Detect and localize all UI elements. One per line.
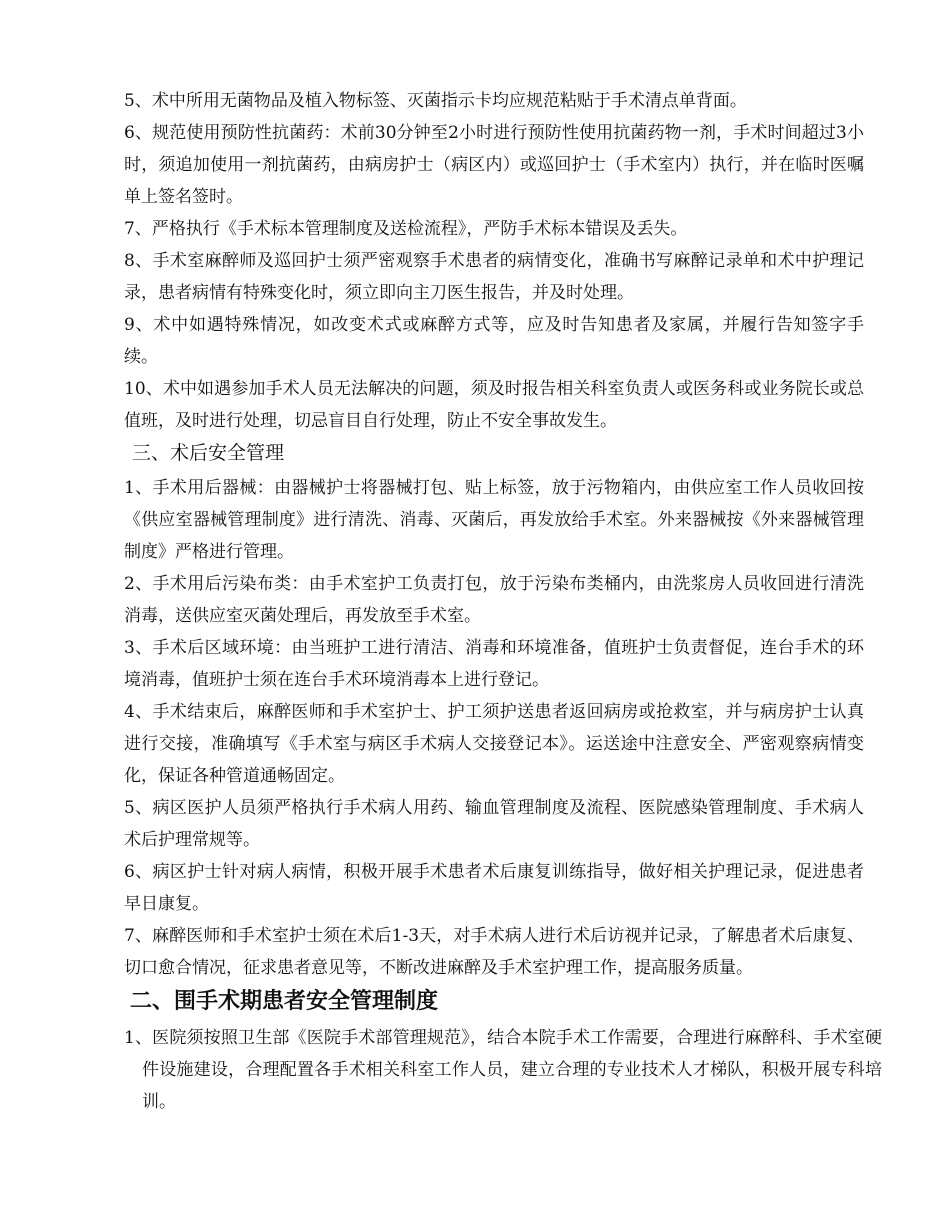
- perioperative-item-1: 1、医院须按照卫生部《医院手术部管理规范》，结合本院手术工作需要，合理进行麻醉科、手术室硬件设施建设，合理配置各手术相关科室工作人员，建立合理的专业技术人才梯队，积极开展专科培训。: [124, 1028, 882, 1112]
- post-item-6: 6、病区护士针对病人病情，积极开展手术患者术后康复训练指导，做好相关护理记录，促进患者早日康复。: [124, 862, 864, 914]
- section-heading-perioperative: 二、围手术期患者安全管理制度: [130, 989, 439, 1014]
- post-item-4: 4、手术结束后，麻醉医师和手术室护士、护工须护送患者返回病房或抢救室，并与病房护士认真进行交接，准确填写《手术室与病区手术病人交接登记本》。运送途中注意安全、严密观察病情变化，保证各种管道通畅固定。: [124, 702, 864, 786]
- paragraph-item-10: 10、术中如遇参加手术人员无法解决的问题，须及时报告相关科室负责人或医务科或业务院长或总值班，及时进行处理，切忌盲目自行处理，防止不安全事故发生。: [124, 379, 864, 431]
- paragraph-item-5: 5、术中所用无菌物品及植入物标签、灭菌指示卡均应规范粘贴于手术清点单背面。: [124, 91, 747, 111]
- paragraph-item-6: 6、规范使用预防性抗菌药：术前30分钟至2小时进行预防性使用抗菌药物一剂，手术时间超过3小时，须追加使用一剂抗菌药，由病房护士（病区内）或巡回护士（手术室内）执行，并在临时医嘱单上签名签时。: [124, 123, 864, 207]
- post-item-1: 1、手术用后器械：由器械护士将器械打包、贴上标签，放于污物箱内，由供应室工作人员收回按《供应室器械管理制度》进行清洗、消毒、灭菌后，再发放给手术室。外来器械按《外来器械管理制度》严格进行管理。: [124, 478, 864, 562]
- paragraph-item-8: 8、手术室麻醉师及巡回护士须严密观察手术患者的病情变化，准确书写麻醉记录单和术中护理记录，患者病情有特殊变化时，须立即向主刀医生报告，并及时处理。: [124, 251, 864, 303]
- paragraph-item-7: 7、严格执行《手术标本管理制度及送检流程》，严防手术标本错误及丢失。: [124, 219, 688, 239]
- post-item-2: 2、手术用后污染布类：由手术室护工负责打包，放于污染布类桶内，由洗浆房人员收回进行清洗消毒，送供应室灭菌处理后，再发放至手术室。: [124, 574, 864, 626]
- post-item-5: 5、病区医护人员须严格执行手术病人用药、输血管理制度及流程、医院感染管理制度、手术病人术后护理常规等。: [124, 798, 864, 850]
- post-item-3: 3、手术后区域环境：由当班护工进行清洁、消毒和环境准备，值班护士负责督促，连台手术的环境消毒，值班护士须在连台手术环境消毒本上进行登记。: [124, 638, 864, 690]
- paragraph-item-9: 9、术中如遇特殊情况，如改变术式或麻醉方式等，应及时告知患者及家属，并履行告知签字手续。: [124, 315, 864, 367]
- post-item-7: 7、麻醉医师和手术室护士须在术后1-3天，对手术病人进行术后访视并记录，了解患者术后康复、切口愈合情况，征求患者意见等，不断改进麻醉及手术室护理工作，提高服务质量。: [124, 926, 864, 978]
- section-heading-postoperative: 三、术后安全管理: [132, 442, 285, 464]
